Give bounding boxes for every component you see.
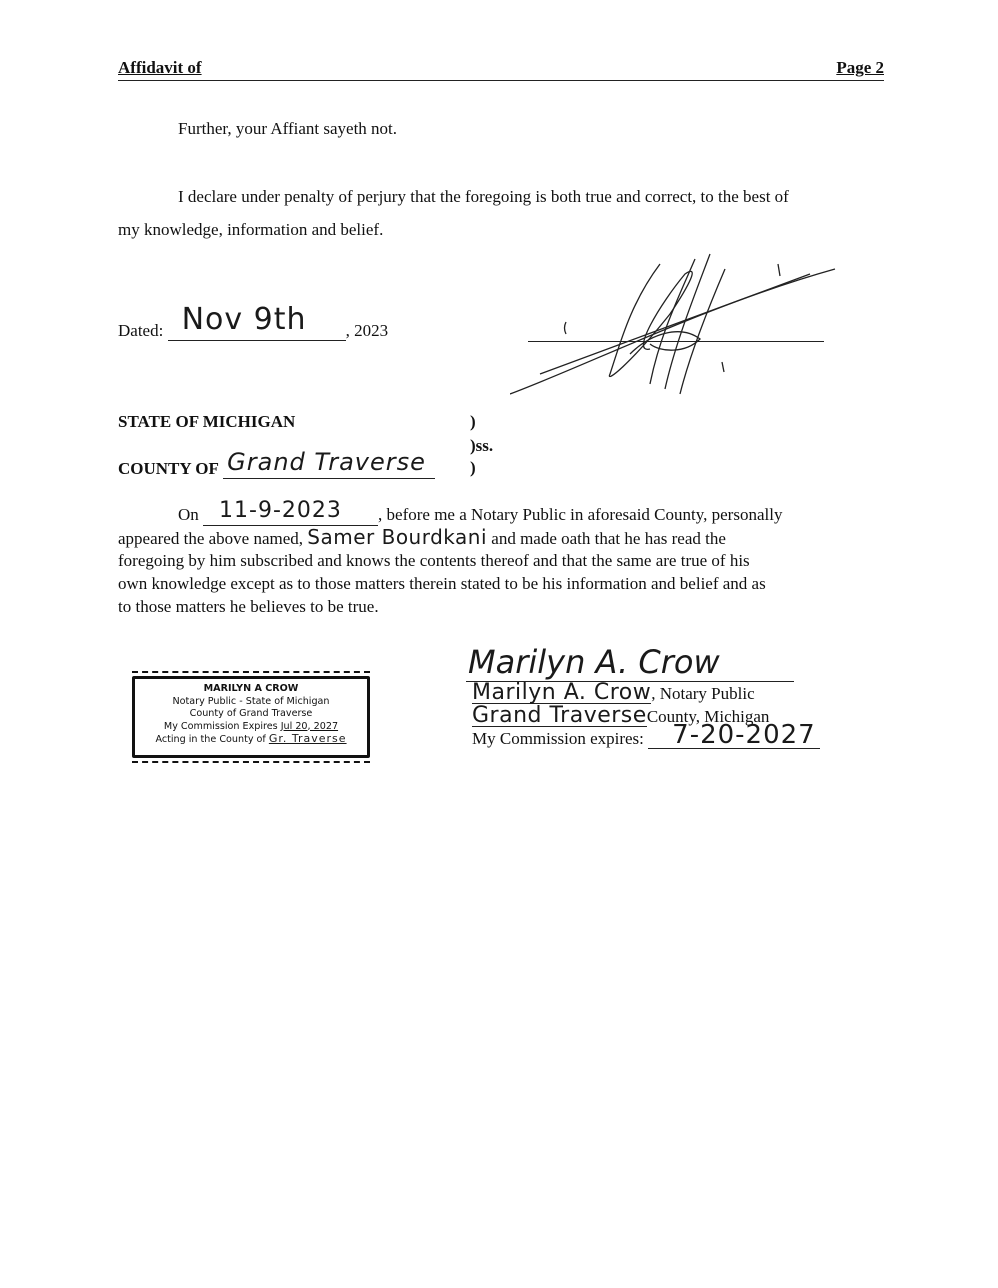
jurat-line-4: own knowledge except as to those matters therein stated to be his information and belief and as: [118, 574, 766, 593]
jurat-date-field: [203, 498, 378, 526]
jurat-line-3: foregoing by him subscribed and knows the contents thereof and that the same are true of his: [118, 551, 750, 570]
venue-county-line: [118, 448, 435, 479]
dated-label: Dated:: [118, 321, 164, 340]
jurat-line-1-rest: , before me a Notary Public in aforesaid County, personally: [378, 505, 783, 524]
venue-county-label: COUNTY OF: [118, 459, 219, 478]
venue-paren-1: ): [470, 412, 476, 431]
stamp-title: Notary Public - State of Michigan: [172, 695, 330, 707]
jurat-line-1: [178, 498, 783, 526]
stamp-acting-label: Acting in the County of: [155, 734, 269, 745]
affiant-statement: Further, your Affiant sayeth not.: [178, 119, 398, 138]
notary-county-suffix: County, Michigan: [646, 707, 770, 726]
jurat-line-2: [118, 526, 726, 550]
dated-field: [168, 302, 346, 341]
notary-expires-field: [648, 720, 820, 750]
page-header: [118, 58, 884, 81]
jurat-line-2-start: appeared the above named,: [118, 529, 304, 548]
notary-county-handwritten: Grand Traverse: [472, 703, 647, 728]
venue-paren-3: ): [470, 458, 476, 477]
notary-signature: Marilyn A. Crow: [468, 643, 720, 681]
affiant-name-handwritten: Samer Bourdkani: [307, 525, 488, 549]
notary-name-line: [472, 680, 755, 705]
stamp-expires-date: Jul 20, 2027: [280, 720, 339, 732]
notary-expires-handwritten: 7-20-2027: [672, 720, 816, 750]
county-field: [223, 448, 435, 479]
stamp-county: County of Grand Traverse: [189, 708, 313, 719]
jurat-line-2-rest: and made oath that he has read the: [491, 529, 726, 548]
jurat-on: On: [178, 505, 199, 524]
page-number: Page 2: [836, 58, 884, 77]
declaration-line-1: I declare under penalty of perjury that the foregoing is both true and correct, to the best of: [178, 187, 789, 206]
dated-line: [118, 302, 389, 341]
notary-name-handwritten: Marilyn A. Crow: [472, 680, 652, 705]
venue-state: STATE OF MICHIGAN: [118, 412, 296, 431]
affiant-signature: [510, 244, 840, 404]
jurat-date-handwritten: 11-9-2023: [219, 498, 342, 523]
county-handwritten: Grand Traverse: [227, 448, 426, 476]
notary-title: , Notary Public: [651, 684, 755, 703]
stamp-expires-label: My Commission Expires: [163, 720, 281, 732]
notary-expires-line: [472, 720, 820, 750]
notary-expires-label: My Commission expires:: [472, 729, 644, 748]
dated-year: , 2023: [345, 321, 389, 340]
declaration-line-2: my knowledge, information and belief.: [118, 220, 384, 239]
jurat-line-5: to those matters he believes to be true.: [118, 597, 379, 616]
header-title: Affidavit of: [118, 58, 202, 77]
venue-ss: )ss.: [470, 436, 494, 455]
dated-handwritten: Nov 9th: [181, 302, 307, 337]
stamp-acting: [135, 733, 367, 747]
stamp-acting-county: Gr. Traverse: [268, 732, 347, 745]
stamp-name: MARILYN A CROW: [203, 683, 299, 694]
notary-stamp: [132, 676, 370, 758]
